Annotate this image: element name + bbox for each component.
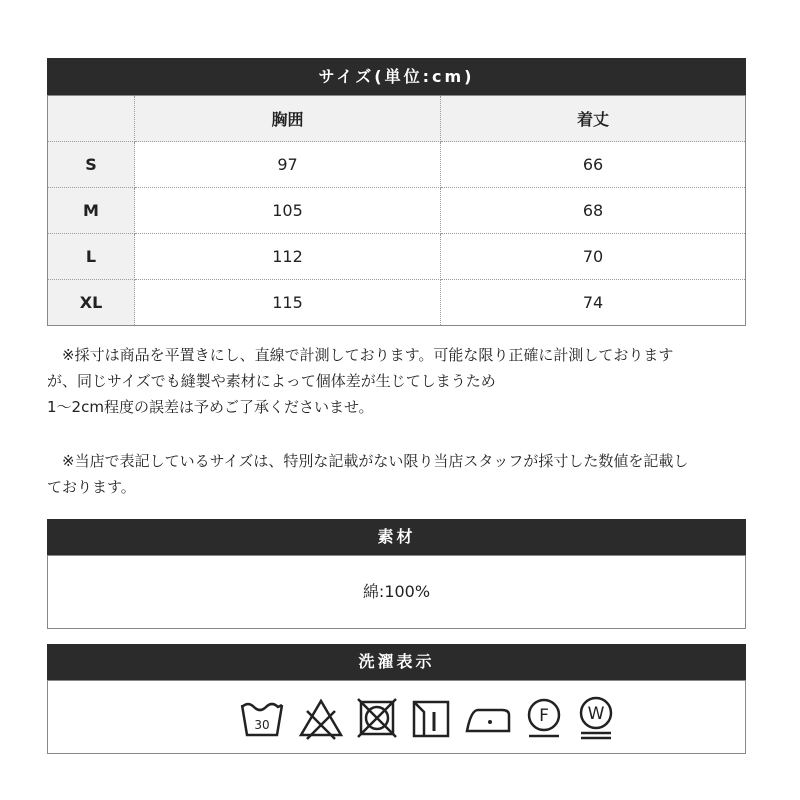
header-length: 着丈 bbox=[441, 96, 746, 142]
chest-value: 105 bbox=[135, 188, 441, 234]
table-row bbox=[48, 142, 746, 188]
length-value: 68 bbox=[441, 188, 746, 234]
wash-temp-label: 30 bbox=[254, 718, 270, 732]
material-value: 綿:100% bbox=[47, 555, 746, 629]
dry-clean-f-icon bbox=[524, 695, 564, 741]
laundry-icons-box bbox=[47, 680, 746, 754]
size-source-note bbox=[47, 448, 757, 500]
chest-value: 112 bbox=[135, 234, 441, 280]
size-label: S bbox=[48, 142, 135, 188]
size-table bbox=[47, 95, 746, 326]
size-label: XL bbox=[48, 280, 135, 326]
iron-low-icon bbox=[464, 695, 512, 741]
chest-value: 97 bbox=[135, 142, 441, 188]
table-row bbox=[48, 280, 746, 326]
length-value: 70 bbox=[441, 234, 746, 280]
header-chest: 胸囲 bbox=[135, 96, 441, 142]
note-line: 1～2cm程度の誤差は予めご了承くださいませ。 bbox=[47, 398, 374, 416]
length-value: 74 bbox=[441, 280, 746, 326]
note-line: ※採寸は商品を平置きにし、直線で計測しております。可能な限り正確に計測しております bbox=[47, 346, 674, 364]
note-line: ※当店で表記しているサイズは、特別な記載がない限り当店スタッフが採寸した数値を記載し bbox=[47, 452, 689, 470]
chest-value: 115 bbox=[135, 280, 441, 326]
table-header-row bbox=[48, 96, 746, 142]
dry-clean-label: F bbox=[539, 706, 549, 726]
note-line: が、同じサイズでも縫製や素材によって個体差が生じてしまうため bbox=[47, 372, 496, 390]
header-blank bbox=[48, 96, 135, 142]
no-tumble-dry-icon bbox=[356, 695, 398, 741]
laundry-title: 洗濯表示 bbox=[47, 644, 746, 680]
measurement-note bbox=[47, 342, 757, 420]
wet-clean-label: W bbox=[587, 704, 605, 724]
table-row bbox=[48, 234, 746, 280]
table-row bbox=[48, 188, 746, 234]
length-value: 66 bbox=[441, 142, 746, 188]
note-line: ております。 bbox=[47, 478, 136, 496]
size-label: M bbox=[48, 188, 135, 234]
wet-clean-w-icon bbox=[576, 695, 616, 741]
material-title: 素材 bbox=[47, 519, 746, 555]
no-bleach-icon bbox=[298, 695, 344, 741]
size-label: L bbox=[48, 234, 135, 280]
line-dry-shade-icon bbox=[410, 695, 452, 741]
wash-30-icon bbox=[238, 695, 286, 741]
size-table-title: サイズ(単位:cm) bbox=[47, 58, 746, 95]
